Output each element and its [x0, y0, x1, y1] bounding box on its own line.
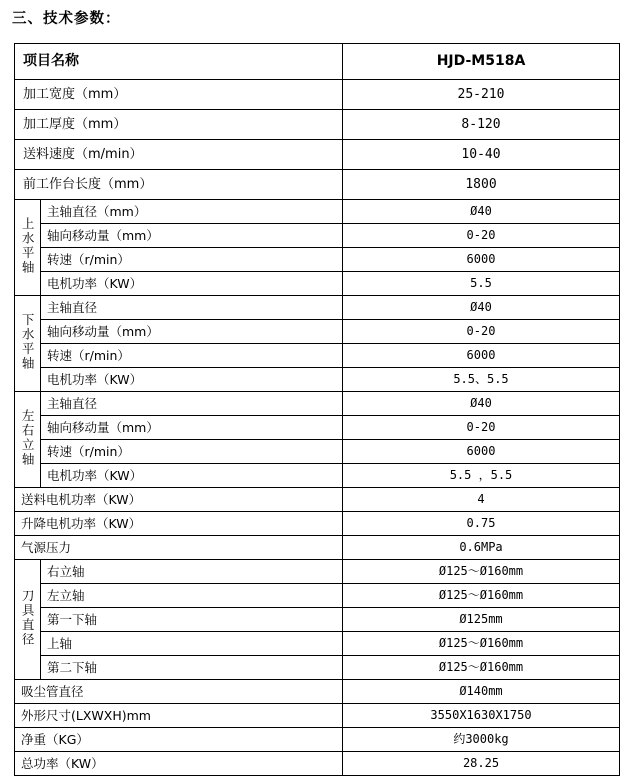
table-row: [15, 110, 620, 140]
row-value-cell: [343, 584, 620, 608]
table-row: [15, 752, 620, 776]
row-value-cell: [343, 392, 620, 416]
row-value: 6000: [466, 444, 496, 458]
row-name-cell: [41, 224, 343, 248]
row-name: 电机功率（KW）: [47, 372, 143, 387]
row-value-cell: [343, 512, 620, 536]
row-value: 5.5: [470, 276, 492, 290]
spec-table-container: [0, 29, 633, 776]
table-row: [15, 344, 620, 368]
group-label: 下水平轴: [20, 313, 36, 371]
row-name: 转速（r/min）: [47, 252, 130, 267]
row-name-cell: [41, 200, 343, 224]
row-name: 总功率（KW）: [21, 756, 104, 771]
section-heading: 三、技术参数：: [12, 11, 121, 27]
row-value: 28.25: [462, 756, 500, 770]
table-row: [15, 440, 620, 464]
group-label: 左右立轴: [20, 409, 36, 467]
row-name: 加工宽度（mm）: [23, 87, 127, 102]
row-name-cell: [41, 272, 343, 296]
row-value: 0.75: [466, 516, 496, 530]
row-name-cell: [41, 368, 343, 392]
table-row: [15, 656, 620, 680]
table-row: [15, 512, 620, 536]
row-name: 升降电机功率（KW）: [21, 516, 142, 531]
group-label-cell: [15, 200, 41, 296]
row-value: 5.5、5.5: [453, 372, 509, 386]
row-name: 电机功率（KW）: [47, 468, 143, 483]
row-name-cell: [15, 110, 343, 140]
group-label: 刀具直径: [20, 589, 36, 647]
row-value: 6000: [466, 348, 496, 362]
row-value-cell: [343, 200, 620, 224]
row-value: 约3000kg: [453, 732, 509, 746]
row-value: Ø40: [470, 396, 492, 410]
header-cell-name: [15, 44, 343, 80]
row-value-cell: [343, 464, 620, 488]
row-name-cell: [41, 440, 343, 464]
row-name: 主轴直径（mm）: [47, 204, 147, 219]
row-name: 左立轴: [47, 588, 85, 603]
row-value: Ø140mm: [459, 684, 503, 698]
row-value-cell: [343, 704, 620, 728]
row-value-cell: [343, 224, 620, 248]
table-row: [15, 536, 620, 560]
row-name-cell: [15, 80, 343, 110]
row-name: 外形尺寸(LXWXH)mm: [21, 708, 151, 723]
group-label-cell: [15, 296, 41, 392]
row-name: 电机功率（KW）: [47, 276, 143, 291]
row-name-cell: [15, 140, 343, 170]
table-row: [15, 704, 620, 728]
row-name: 转速（r/min）: [47, 444, 130, 459]
row-value: 6000: [466, 252, 496, 266]
row-name-cell: [41, 560, 343, 584]
row-value: 4: [477, 492, 485, 506]
row-name-cell: [41, 344, 343, 368]
header-model-label: HJD-M518A: [436, 53, 526, 69]
row-name-cell: [15, 680, 343, 704]
table-row: [15, 200, 620, 224]
row-value-cell: [343, 368, 620, 392]
row-value: Ø40: [470, 300, 492, 314]
row-name-cell: [15, 512, 343, 536]
row-value: 1800: [465, 177, 497, 192]
group-label-cell: [15, 392, 41, 488]
row-value-cell: [343, 140, 620, 170]
row-value: 0-20: [466, 228, 496, 242]
row-value: Ø125～Ø160mm: [438, 564, 524, 578]
row-value-cell: [343, 440, 620, 464]
row-name-cell: [41, 464, 343, 488]
row-value: 0-20: [466, 324, 496, 338]
row-name-cell: [15, 488, 343, 512]
row-value-cell: [343, 110, 620, 140]
row-value: 0.6MPa: [459, 540, 503, 554]
row-value-cell: [343, 488, 620, 512]
row-name: 气源压力: [21, 540, 72, 555]
row-value: Ø125～Ø160mm: [438, 588, 524, 602]
row-value-cell: [343, 656, 620, 680]
row-name: 净重（KG）: [21, 732, 89, 747]
row-name: 第二下轴: [47, 660, 98, 675]
row-value-cell: [343, 680, 620, 704]
row-value-cell: [343, 80, 620, 110]
row-value-cell: [343, 170, 620, 200]
row-name: 吸尘管直径: [21, 684, 84, 699]
table-row: [15, 170, 620, 200]
row-name: 上轴: [47, 636, 73, 651]
row-value: Ø40: [470, 204, 492, 218]
table-row: [15, 368, 620, 392]
table-row: [15, 248, 620, 272]
table-row: [15, 560, 620, 584]
row-name-cell: [15, 752, 343, 776]
specification-table: [14, 43, 620, 776]
table-row: [15, 80, 620, 110]
group-label-cell: [15, 560, 41, 680]
row-value-cell: [343, 416, 620, 440]
header-cell-value: [343, 44, 620, 80]
row-value: Ø125mm: [459, 612, 503, 626]
row-name: 主轴直径: [47, 396, 98, 411]
table-row: [15, 464, 620, 488]
row-value: 10-40: [461, 147, 501, 162]
row-name: 送料电机功率（KW）: [21, 492, 142, 507]
row-name: 加工厚度（mm）: [23, 117, 127, 132]
row-name-cell: [41, 584, 343, 608]
row-name: 转速（r/min）: [47, 348, 130, 363]
row-name-cell: [15, 536, 343, 560]
row-value-cell: [343, 248, 620, 272]
row-name-cell: [41, 656, 343, 680]
table-header-row: [15, 44, 620, 80]
row-name-cell: [41, 392, 343, 416]
row-name: 轴向移动量（mm）: [47, 228, 159, 243]
row-value-cell: [343, 752, 620, 776]
row-value-cell: [343, 344, 620, 368]
header-name-label: 项目名称: [23, 53, 79, 69]
row-value-cell: [343, 296, 620, 320]
row-name-cell: [41, 632, 343, 656]
row-value-cell: [343, 272, 620, 296]
row-value-cell: [343, 632, 620, 656]
row-name-cell: [41, 416, 343, 440]
table-row: [15, 680, 620, 704]
row-name-cell: [15, 170, 343, 200]
row-value-cell: [343, 536, 620, 560]
row-name: 右立轴: [47, 564, 85, 579]
table-row: [15, 584, 620, 608]
table-row: [15, 416, 620, 440]
table-row: [15, 320, 620, 344]
row-value: 25-210: [457, 87, 505, 102]
row-name: 送料速度（m/min）: [23, 147, 143, 162]
row-name: 主轴直径: [47, 300, 98, 315]
table-row: [15, 632, 620, 656]
row-name: 轴向移动量（mm）: [47, 324, 159, 339]
row-value: 5.5 ，5.5: [449, 468, 513, 482]
table-row: [15, 296, 620, 320]
row-name-cell: [41, 248, 343, 272]
table-row: [15, 140, 620, 170]
row-value-cell: [343, 608, 620, 632]
row-name: 前工作台长度（mm）: [23, 177, 153, 192]
table-row: [15, 392, 620, 416]
row-value-cell: [343, 560, 620, 584]
row-name: 第一下轴: [47, 612, 98, 627]
row-value: 0-20: [466, 420, 496, 434]
row-name-cell: [41, 608, 343, 632]
row-value: 8-120: [461, 117, 501, 132]
group-label: 上水平轴: [20, 217, 36, 275]
row-name-cell: [41, 320, 343, 344]
row-value: 3550X1630X1750: [430, 708, 532, 722]
row-value-cell: [343, 320, 620, 344]
table-row: [15, 608, 620, 632]
row-value: Ø125～Ø160mm: [438, 636, 524, 650]
row-name: 轴向移动量（mm）: [47, 420, 159, 435]
row-name-cell: [15, 704, 343, 728]
row-name-cell: [41, 296, 343, 320]
table-row: [15, 224, 620, 248]
table-row: [15, 272, 620, 296]
table-row: [15, 488, 620, 512]
row-value: Ø125～Ø160mm: [438, 660, 524, 674]
